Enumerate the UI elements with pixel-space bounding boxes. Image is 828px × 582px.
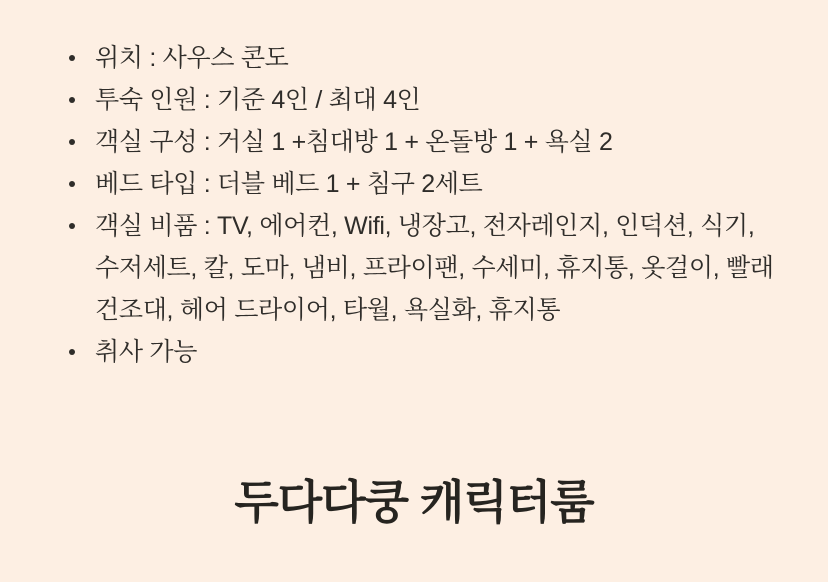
bullet-icon xyxy=(69,97,75,103)
list-item-bed-type xyxy=(95,163,785,205)
bullet-icon xyxy=(69,181,75,187)
bullet-icon xyxy=(69,223,75,229)
page-title: 두다다쿵 캐릭터룸 xyxy=(234,476,594,528)
list-item-text: 베드 타입 : 더블 베드 1 + 침구 2세트 xyxy=(95,170,483,198)
list-item-text: 객실 구성 : 거실 1 +침대방 1 + 온돌방 1 + 욕실 2 xyxy=(95,128,613,156)
list-item-occupancy xyxy=(95,79,785,121)
list-item-amenities xyxy=(95,205,785,331)
list-item-cooking xyxy=(95,331,785,373)
bullet-icon xyxy=(69,349,75,355)
list-item-location xyxy=(95,37,785,79)
list-item-text: 취사 가능 xyxy=(95,338,198,366)
bullet-icon xyxy=(69,139,75,145)
list-item-text: 위치 : 사우스 콘도 xyxy=(95,44,289,72)
list-item-text: 투숙 인원 : 기준 4인 / 최대 4인 xyxy=(95,86,421,114)
bullet-icon xyxy=(69,55,75,61)
list-item-room-composition xyxy=(95,121,785,163)
list-item-text: 객실 비품 : TV, 에어컨, Wifi, 냉장고, 전자레인지, 인덕션, 식기, 수저세트, 칼, 도마, 냄비, 프라이팬, 수세미, 휴지통, 옷걸이, 빨래 건조대, 헤어 드라이어, 타월, 욕실화, 휴지통 xyxy=(95,212,774,324)
